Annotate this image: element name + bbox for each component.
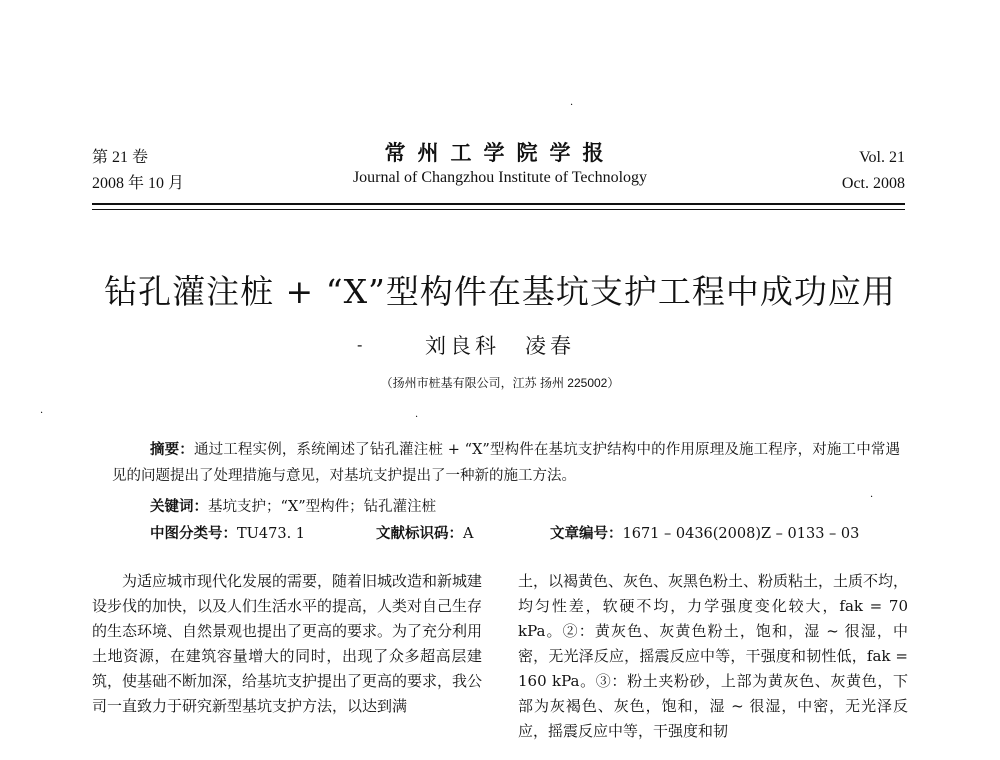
date-en: Oct. 2008	[841, 175, 905, 192]
clc-number	[150, 521, 305, 547]
header-left	[92, 145, 184, 197]
journal-masthead	[300, 139, 700, 189]
article-authors: 刘良科 凌春	[425, 334, 575, 358]
journal-name-cn: 常州工学院学报	[384, 140, 616, 165]
abstract	[112, 437, 900, 489]
volume-cn: 第 21 卷	[92, 149, 149, 166]
article-affiliation: （扬州市桩基有限公司，江苏 扬州 225002）	[380, 376, 620, 390]
keywords	[150, 494, 436, 520]
body-left-column: 为适应城市现代化发展的需要，随着旧城改造和新城建设步伐的加快，以及人们生活水平的提高，人类对自己生存的生态环境、自然景观也提出了更高的要求。为了充分利用土地资源，在建筑容量增大的同时，出现了众多超高层建筑，使基础不断加深，给基坑支护提出了更高的要求，我公司一直致力于研究新型基坑支护方法，以达到满	[92, 572, 483, 715]
doc-label: 文献标识码：	[376, 525, 463, 542]
scan-speck: ·	[40, 408, 44, 419]
date-cn: 2008 年 10 月	[92, 175, 185, 192]
header-rule-thick	[92, 203, 905, 205]
article-number-value: 1671 – 0436(2008)Z – 0133 – 03	[622, 526, 860, 542]
article-number	[550, 521, 859, 547]
volume-en: Vol. 21	[859, 149, 905, 166]
journal-name-en: Journal of Changzhou Institute of Technology	[352, 169, 648, 186]
abstract-label: 摘要：	[150, 441, 194, 458]
scan-speck: ·	[570, 100, 574, 111]
header-right	[842, 145, 905, 197]
abstract-text: 通过工程实例，系统阐述了钻孔灌注桩 + “X”型构件在基坑支护结构中的作用原理及施工程序，对施工中常遇见的问题提出了处理措施与意见，对基坑支护提出了一种新的施工方法。	[112, 442, 901, 484]
article-number-label: 文章编号：	[550, 525, 623, 542]
author-mark: -	[357, 335, 363, 354]
keywords-text: 基坑支护；“X”型构件；钻孔灌注桩	[208, 499, 437, 515]
keywords-label: 关键词：	[150, 498, 208, 515]
scan-speck: ·	[415, 412, 419, 423]
document-code	[376, 521, 473, 547]
clc-label: 中图分类号：	[150, 525, 237, 542]
scan-speck: ·	[870, 492, 874, 503]
doc-value: A	[463, 526, 474, 542]
article-title: 钻孔灌注桩 + “X”型构件在基坑支护工程中成功应用	[104, 272, 896, 311]
body-right-column: 土，以褐黄色、灰色、灰黑色粉土、粉质粘土，土质不均，均匀性差，软硬不均，力学强度变化较大，fak = 70 kPa。②：黄灰色、灰黄色粉土，饱和，湿 ~ 很湿，中密，无光泽反应，摇震反应中等，干强度和韧性低，fak = 160 kPa。③：粉土夹粉砂，上部为黄灰色、灰黄色，下部为灰褐色、灰色，饱和，湿 ~ 很湿，中密，无光泽反应，摇震反应中等，干强度和韧	[518, 572, 909, 740]
clc-value: TU473. 1	[237, 526, 306, 542]
header-rule-thin	[92, 209, 905, 210]
